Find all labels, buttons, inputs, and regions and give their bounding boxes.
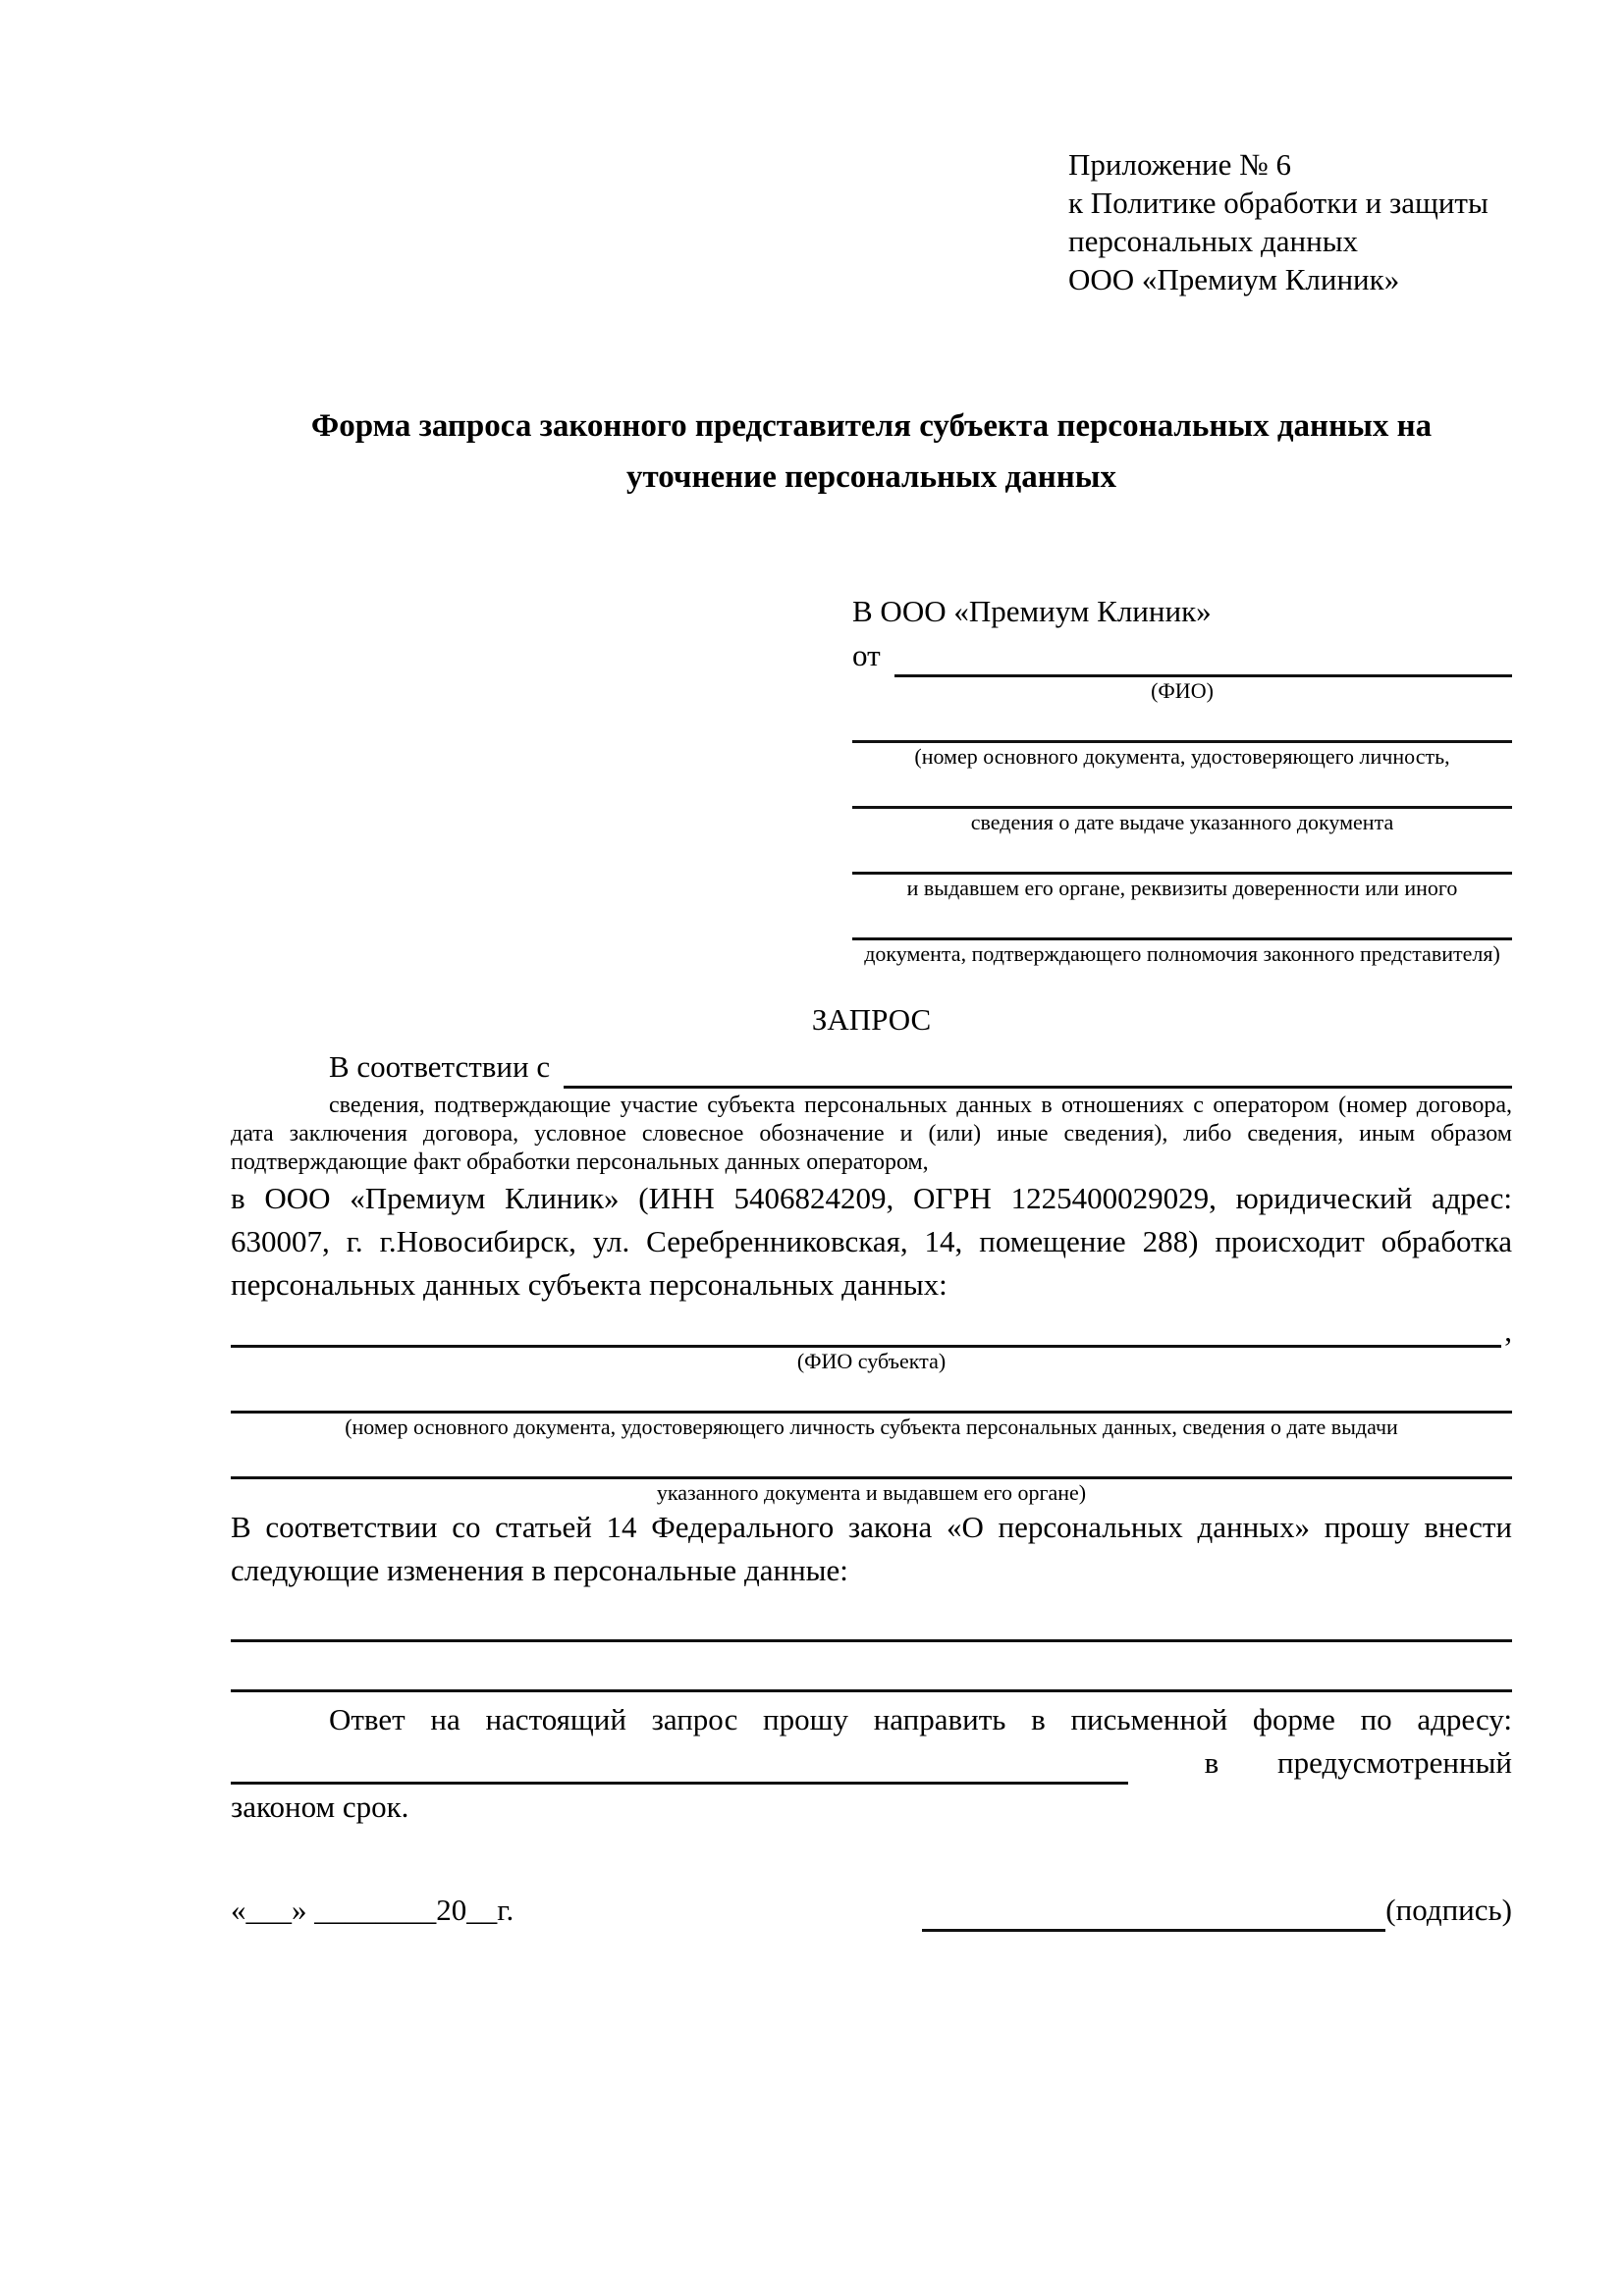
appendix-line-1: Приложение № 6 (1068, 147, 1291, 182)
subject-doc-fill-line-1 (231, 1374, 1512, 1414)
doc-fill-line-1 (852, 704, 1512, 743)
subject-fio-comma: , (1504, 1313, 1512, 1348)
accordance-label: В соответствии с (329, 1049, 551, 1084)
accordance-row (231, 1045, 1512, 1089)
subject-doc-caption-2: указанного документа и выдавшем его органе) (656, 1480, 1087, 1505)
appendix-line-3: персональных данных (1068, 224, 1359, 258)
appendix-line-4: ООО «Премиум Клиник» (1068, 262, 1400, 296)
signature-group (922, 1889, 1512, 1932)
answer-lead: Ответ на настоящий запрос прошу направить в письменной форме по адресу: (329, 1702, 1512, 1736)
doc-fill-line-2 (852, 770, 1512, 809)
law-paragraph: В соответствии со статьей 14 Федерального закона «О персональных данных» прошу внести следующие изменения в персональные данные: (231, 1510, 1512, 1587)
subject-fio-caption: (ФИО субъекта) (796, 1349, 947, 1373)
date-line: «___» ________20__г. (231, 1893, 514, 1927)
addressee-block (852, 589, 1512, 967)
subject-doc-caption-1: (номер основного документа, удостоверяющего личность субъекта персональных данных, сведения о дате выдачи (345, 1415, 1398, 1439)
doc-fill-line-3 (852, 835, 1512, 875)
answer-tail: законом срок. (231, 1789, 409, 1824)
doc-caption-4: документа, подтверждающего полномочия законного представителя) (864, 941, 1500, 966)
doc-caption-3: и выдавшем его органе, реквизиты доверенности или иного (906, 876, 1458, 900)
address-fill-line (231, 1746, 1128, 1785)
request-heading: ЗАПРОС (811, 1002, 932, 1037)
fio-caption: (ФИО) (1151, 678, 1214, 703)
signature-caption: (подпись) (1385, 1893, 1512, 1927)
changes-fill-line-2 (231, 1642, 1512, 1692)
subject-doc-fill-line-2 (231, 1440, 1512, 1479)
addressee-to: В ООО «Премиум Клиник» (852, 594, 1212, 628)
page-title: Форма запроса законного представителя субъекта персональных данных на уточнение персональных данных (310, 408, 1433, 495)
doc-caption-1: (номер основного документа, удостоверяющего личность, (914, 744, 1450, 769)
answer-address-row (231, 1741, 1512, 1785)
accordance-note: сведения, подтверждающие участие субъекта персональных данных в отношениях с оператором (номер договора, дата заключения договора, условное словесное обозначение и (или) иные сведения), либо сведения, иным образом подтверждающие факт обработки персональных данных оператором, (231, 1093, 1512, 1175)
doc-caption-2: сведения о дате выдаче указанного документа (970, 810, 1394, 834)
appendix-line-2: к Политике обработки и защиты (1068, 186, 1489, 220)
signature-fill-line (922, 1896, 1385, 1932)
from-row (852, 634, 1512, 677)
appendix-block (1068, 145, 1512, 298)
subject-fio-row (231, 1307, 1512, 1348)
changes-fill-line-1 (231, 1592, 1512, 1642)
answer-suffix: в предусмотренный (1204, 1745, 1512, 1780)
date-signature-row (231, 1889, 1512, 1932)
from-label: от (852, 638, 881, 672)
doc-fill-line-4 (852, 901, 1512, 940)
operator-paragraph: в ООО «Премиум Клиник» (ИНН 5406824209, ОГРН 1225400029029, юридический адрес: 630007, г. г.Новосибирск, ул. Серебренниковская, 14, помещение 288) происходит обработка персональных данных субъекта персональных данных: (231, 1181, 1512, 1302)
accordance-fill-line (564, 1086, 1512, 1089)
